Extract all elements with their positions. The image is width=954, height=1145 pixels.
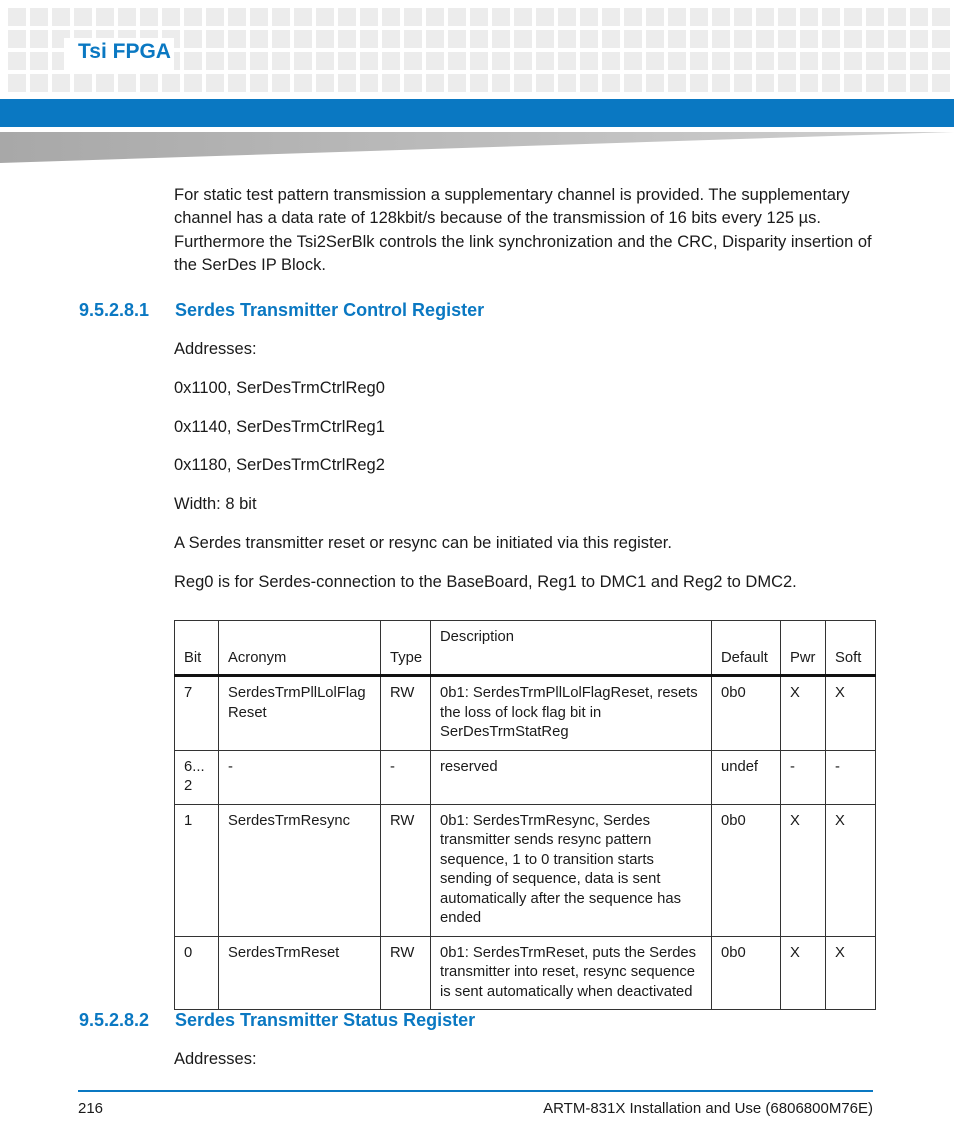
- paragraph-address-reg2: 0x1180, SerDesTrmCtrlReg2: [174, 456, 385, 474]
- cell-soft: X: [826, 804, 876, 936]
- cell-soft: X: [826, 676, 876, 751]
- cell-acronym: SerdesTrmReset: [219, 936, 381, 1010]
- cell-type: RW: [381, 676, 431, 751]
- paragraph-width: Width: 8 bit: [174, 495, 257, 513]
- cell-default: undef: [712, 750, 781, 804]
- paragraph-addresses-status: Addresses:: [174, 1050, 257, 1068]
- cell-description: 0b1: SerdesTrmResync, Serdes transmitter sends resync pattern sequence, 1 to 0 transition starts sending of sequence, data is sent automatically after the sequence has ended: [431, 804, 712, 936]
- cell-type: RW: [381, 804, 431, 936]
- cell-acronym: SerdesTrmPllLolFlag Reset: [219, 676, 381, 751]
- cell-description: reserved: [431, 750, 712, 804]
- table-row: [175, 750, 876, 804]
- cell-default: 0b0: [712, 936, 781, 1010]
- cell-pwr: X: [781, 676, 826, 751]
- paragraph-reset-info: A Serdes transmitter reset or resync can be initiated via this register.: [174, 534, 672, 552]
- table-row: [175, 676, 876, 751]
- cell-pwr: -: [781, 750, 826, 804]
- cell-default: 0b0: [712, 676, 781, 751]
- header-description: [431, 621, 712, 676]
- header-description-label: Description: [440, 629, 515, 645]
- cell-bit: 0: [175, 936, 219, 1010]
- table-header-row: [175, 621, 876, 676]
- cell-bit: 7: [175, 676, 219, 751]
- section-title: Serdes Transmitter Control Register: [175, 300, 485, 320]
- header-type: Type: [381, 621, 431, 676]
- header-default: Default: [712, 621, 781, 676]
- header-acronym: Acronym: [219, 621, 381, 676]
- section-heading-status: [79, 1010, 475, 1031]
- table-row: [175, 936, 876, 1010]
- table-row: [175, 804, 876, 936]
- section-title: Serdes Transmitter Status Register: [175, 1010, 476, 1030]
- cell-description: 0b1: SerdesTrmReset, puts the Serdes transmitter into reset, resync sequence is sent automatically when deactivated: [431, 936, 712, 1010]
- section-heading-control: [79, 300, 484, 321]
- paragraph-address-reg0: 0x1100, SerDesTrmCtrlReg0: [174, 379, 385, 397]
- footer-rule: [78, 1090, 873, 1092]
- cell-pwr: X: [781, 804, 826, 936]
- paragraph-address-reg1: 0x1140, SerDesTrmCtrlReg1: [174, 418, 385, 436]
- cell-type: RW: [381, 936, 431, 1010]
- page-number: 216: [78, 1100, 104, 1117]
- cell-bit: 1: [175, 804, 219, 936]
- cell-soft: -: [826, 750, 876, 804]
- paragraph-reg-mapping: Reg0 is for Serdes-connection to the BaseBoard, Reg1 to DMC1 and Reg2 to DMC2.: [174, 573, 797, 591]
- cell-default: 0b0: [712, 804, 781, 936]
- cell-bit: 6... 2: [175, 750, 219, 804]
- cell-description: 0b1: SerdesTrmPllLolFlagReset, resets the loss of lock flag bit in SerDesTrmStatReg: [431, 676, 712, 751]
- chapter-title: Tsi FPGA: [78, 40, 171, 63]
- section-number: 9.5.2.8.1: [79, 300, 150, 320]
- cell-acronym: SerdesTrmResync: [219, 804, 381, 936]
- cell-pwr: X: [781, 936, 826, 1010]
- register-table: [174, 620, 876, 1010]
- header-gray-wedge: [0, 132, 954, 163]
- cell-acronym: -: [219, 750, 381, 804]
- intro-paragraph: For static test pattern transmission a supplementary channel is provided. The supplementary channel has a data rate of 128kbit/s because of the transmission of 16 bits every 125 µs. Furthermore the Tsi2SerBlk controls the link synchronization and the CRC, Disparity insertion of the SerDes IP Block.: [174, 186, 872, 274]
- paragraph-addresses: Addresses:: [174, 340, 257, 358]
- header-soft: Soft: [826, 621, 876, 676]
- header-blue-bar: [0, 99, 954, 127]
- header-bit: Bit: [175, 621, 219, 676]
- cell-type: -: [381, 750, 431, 804]
- document-title: ARTM-831X Installation and Use (6806800M76E): [543, 1100, 873, 1117]
- header-pwr: Pwr: [781, 621, 826, 676]
- section-number: 9.5.2.8.2: [79, 1010, 150, 1030]
- cell-soft: X: [826, 936, 876, 1010]
